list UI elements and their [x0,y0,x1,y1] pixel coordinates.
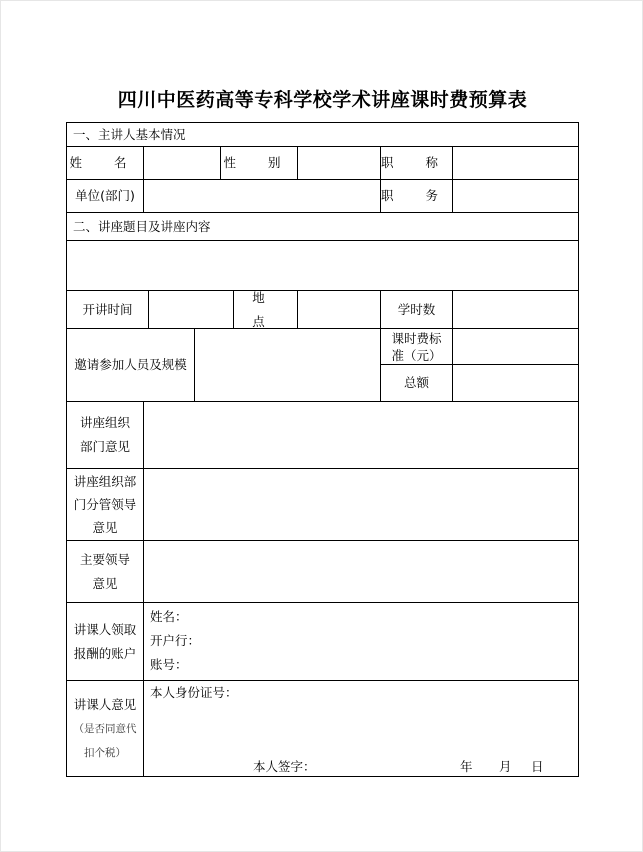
place-label: 地 点 [233,290,298,329]
time-label: 开讲时间 [66,290,149,329]
gender-label: 性 别 [220,146,298,180]
lecturer-opinion-field[interactable] [143,680,579,777]
account-bank-label: 开户行： [150,633,201,648]
unit-label: 单位(部门) [66,179,144,213]
hours-label: 学时数 [380,290,453,329]
position-label: 职 务 [380,179,453,213]
lecturer-opinion-label-cell [66,680,144,777]
section1-header: 一、主讲人基本情况 [66,122,579,147]
month-label: 月 [499,759,512,774]
day-label: 日 [531,759,544,774]
main-leader-opinion-label: 主要领导意见 [66,540,144,603]
id-label: 本人身份证号： [150,685,238,700]
sign-label: 本人签字： [253,759,316,774]
total-field[interactable] [452,364,579,402]
name-field[interactable] [143,146,221,180]
title-label: 职 称 [380,146,453,180]
lecturer-note: （是否同意代扣个税） [73,722,137,759]
rate-field[interactable] [452,328,579,365]
gender-field[interactable] [297,146,381,180]
account-name-label: 姓名： [150,609,188,624]
dept-opinion-label: 讲座组织部门意见 [66,401,144,469]
section2-header: 二、讲座题目及讲座内容 [66,212,579,241]
account-field[interactable] [143,602,579,681]
dept-opinion-field[interactable] [143,401,579,469]
name-label: 姓 名 [66,146,144,180]
total-label: 总额 [380,364,453,402]
dept-leader-opinion-field[interactable] [143,468,579,541]
unit-field[interactable] [143,179,381,213]
lecture-content-field[interactable] [66,240,579,291]
lecturer-opinion-label: 讲课人意见 [73,696,137,712]
place-field[interactable] [297,290,381,329]
title-field[interactable] [452,146,579,180]
account-no-label: 账号： [150,657,188,672]
dept-leader-opinion-label: 讲座组织部门分管领导意见 [66,468,144,541]
form-title: 四川中医药高等专科学校学术讲座课时费预算表 [117,89,528,111]
year-label: 年 [460,759,473,774]
time-field[interactable] [148,290,234,329]
invite-field[interactable] [194,328,381,402]
rate-label: 课时费标准（元） [380,328,453,365]
hours-field[interactable] [452,290,579,329]
account-label: 讲课人领取报酬的账户 [66,602,144,681]
invite-label: 邀请参加人员及规模 [66,328,195,402]
position-field[interactable] [452,179,579,213]
main-leader-opinion-field[interactable] [143,540,579,603]
